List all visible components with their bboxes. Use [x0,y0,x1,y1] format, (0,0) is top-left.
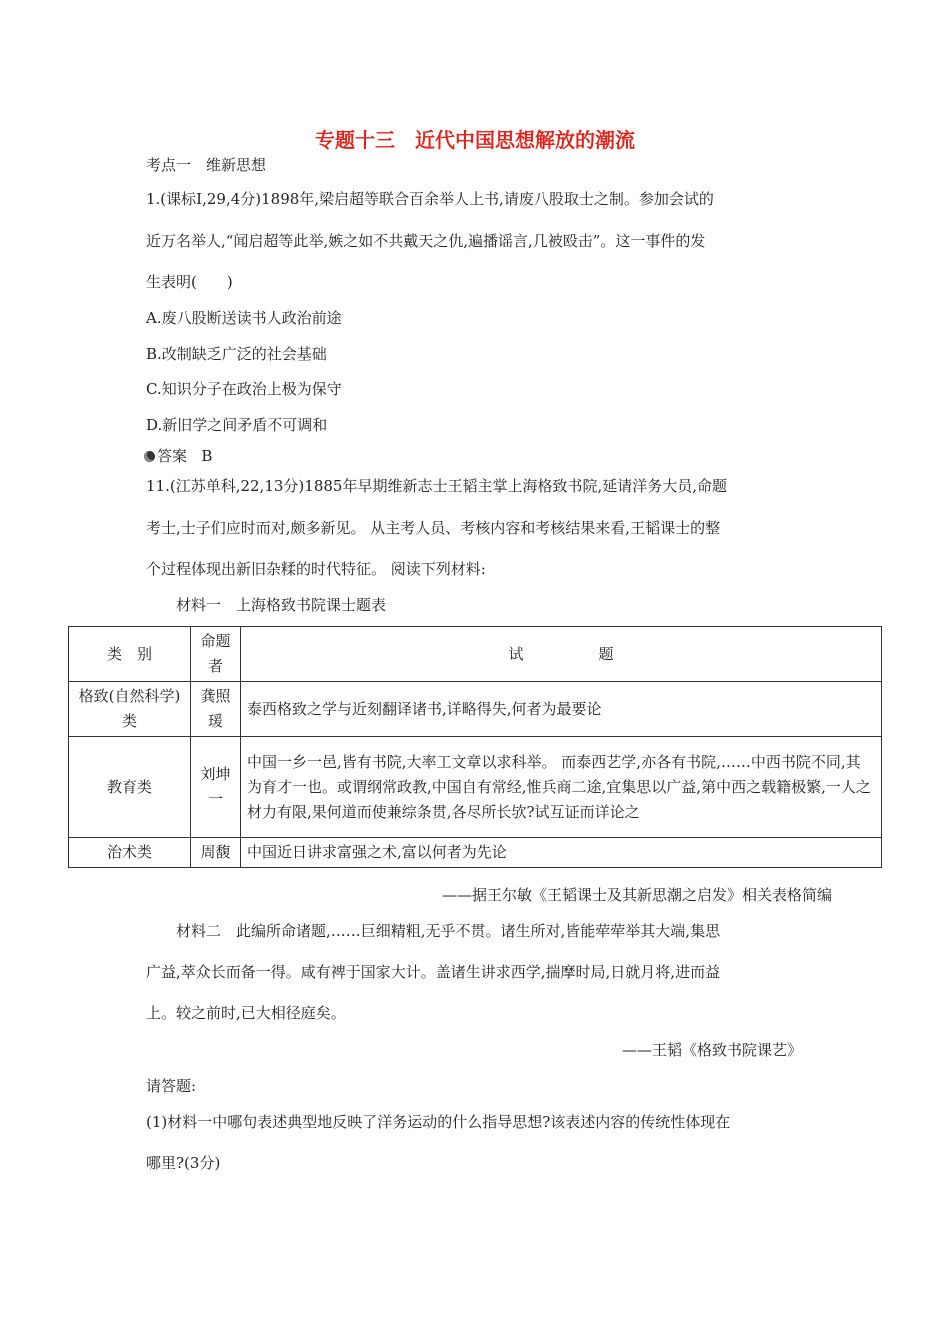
row-question: 中国一乡一邑,皆有书院,大率工文章以求科举。 而泰西艺学,亦各有书院,……中西书院不同,其为育才一也。或谓纲常政教,中国自有常经,惟兵商二途,宜集思以广益,第中西之载籍极繁,一人之材力有限,果何道而使兼综条贯,各尽所长欤?试互证而详论之 [241,737,882,838]
row-author: 龚照瑗 [191,682,241,737]
table-row [69,838,882,868]
material2-line-2: 广益,萃众长而备一得。咸有裨于国家大计。盖诸生讲求西学,揣摩时局,日就月将,进而益 [146,963,721,981]
row-question: 泰西格致之学与近刻翻译诸书,详略得失,何者为最要论 [241,682,882,737]
answer-label: 答案 [157,447,188,465]
q1-option-a: A.废八股断送读书人政治前途 [146,309,342,327]
material1-title: 材料一 上海格致书院课士题表 [176,596,387,614]
q1-option-c: C.知识分子在政治上极为保守 [146,380,342,398]
row-author: 周馥 [191,838,241,868]
row-author: 刘坤一 [191,737,241,838]
q1-line-1: 1.(课标Ⅰ,29,4分)1898年,梁启超等联合百余举人上书,请废八股取士之制。参加会试的 [146,190,714,208]
answer-value: B [201,447,213,465]
material2-line-3: 上。较之前时,已大相径庭矣。 [146,1004,346,1022]
table-row [69,682,882,737]
table-row [69,737,882,838]
q1-line-2: 近万名举人,“闻启超等此举,嫉之如不共戴天之仇,遍播谣言,几被殴击”。这一事件的发 [146,232,706,250]
q11-line-2: 考士,士子们应时而对,颇多新见。 从主考人员、考核内容和考核结果来看,王韬课士的整 [146,519,721,537]
answer-icon [144,451,155,462]
q1-answer [144,445,212,466]
section-heading: 考点一 维新思想 [146,156,267,174]
material2-source: ——王韬《格致书院课艺》 [621,1041,802,1059]
q11-line-1: 11.(江苏单科,22,13分)1885年早期维新志士王韬主掌上海格致书院,延请洋务大员,命题 [146,477,727,495]
q1-line-3: 生表明( ) [146,273,233,291]
q11-line-3: 个过程体现出新旧杂糅的时代特征。 阅读下列材料: [146,560,486,578]
subquestion-1-line-2: 哪里?(3分) [146,1154,221,1172]
exam-table [68,626,882,868]
table-header-row [69,627,882,682]
header-category: 类 别 [69,627,191,682]
q1-option-d: D.新旧学之间矛盾不可调和 [146,416,328,434]
answer-prompt: 请答题: [146,1077,197,1095]
material1-source: ——据王尔敏《王韬课士及其新思潮之启发》相关表格简编 [441,886,832,904]
header-question: 试 题 [241,627,882,682]
row-category: 治术类 [69,838,191,868]
row-category: 教育类 [69,737,191,838]
row-category: 格致(自然科学)类 [69,682,191,737]
subquestion-1-line-1: (1)材料一中哪句表述典型地反映了洋务运动的什么指导思想?该表述内容的传统性体现在 [146,1113,731,1131]
header-author: 命题者 [191,627,241,682]
q1-option-b: B.改制缺乏广泛的社会基础 [146,345,327,363]
page-title: 专题十三 近代中国思想解放的潮流 [315,128,635,152]
row-question: 中国近日讲求富强之术,富以何者为先论 [241,838,882,868]
material2-line-1: 材料二 此编所命诸题,……巨细精粗,无乎不贯。诸生所对,皆能荦荦举其大端,集思 [176,922,721,940]
